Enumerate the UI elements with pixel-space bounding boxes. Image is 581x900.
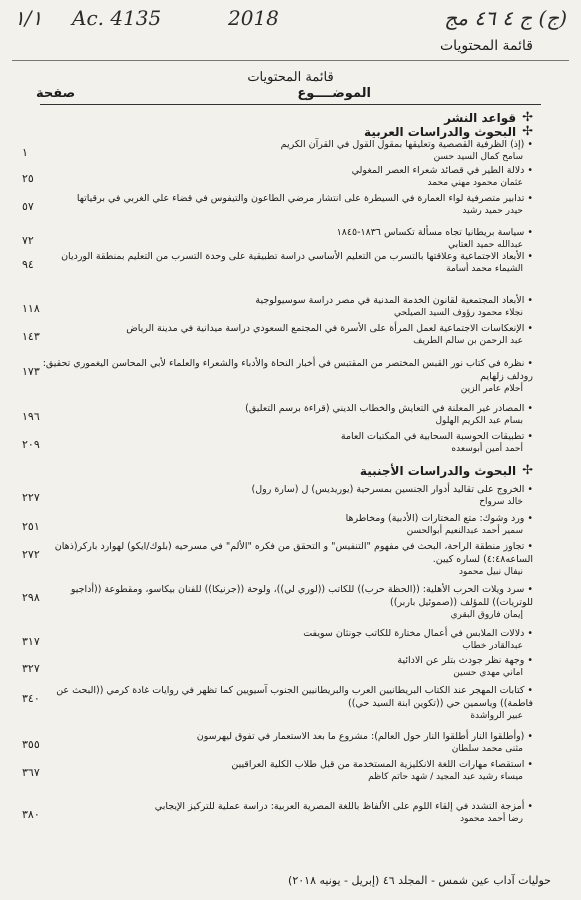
entry-author: اماني مهدي حسين (453, 668, 523, 678)
entry-author: رضا أحمد محمود (460, 814, 523, 824)
entry-author: بسام عبد الكريم الهلول (435, 416, 523, 426)
entry-author: أحلام عامر الزين (460, 384, 523, 394)
entry-title: • (إذ) الظرفية القصصية وتعليقها بمقول القول في القرآن الكريم (30, 138, 533, 151)
entry-author: نيفال نبيل محمود (458, 567, 523, 577)
toc-entry (22, 540, 533, 579)
entry-title: • سياسة بريطانيا تجاه مسألة تكساس ١٨٣٦-١٨٤٥ (30, 226, 533, 239)
entry-author: خالد سرواح (479, 497, 523, 507)
handwritten-year: 2018 (228, 6, 279, 30)
toc-entry (22, 322, 533, 348)
toc-entry (22, 684, 533, 723)
entry-page-number: ٣٤٠ (22, 692, 40, 705)
entry-title: • الإنعكاسات الاجتماعية لعمل المرأة على الأسرة في المجتمع السعودي دراسة ميدانية في مدينة الرياض (30, 322, 533, 335)
entry-title: • نظرة في كتاب نور القبس المختصر من المقتبس في أخبار النحاة والأدباء والشعراء والعلماء لأبي المحاسن اليغموري تحقيق: رودلف زلهايم (30, 357, 533, 383)
entry-author: أحمد أمين أبوسعده (451, 444, 523, 454)
entry-page-number: ٢٠٩ (22, 438, 40, 451)
entry-title: • الأبعاد الاجتماعية وعلاقتها بالتسرب من التعليم الأساسي دراسة تطبيقية على وحدة التسرب من التعليم بمنطقة الورديان (30, 250, 533, 263)
entry-page-number: ٣٦٧ (22, 766, 40, 779)
entry-author: عبير الرواشدة (470, 711, 523, 721)
entry-page-number: ١١٨ (22, 302, 40, 315)
section-arabic (364, 124, 533, 139)
entry-author: ميساء رشيد عبد المجيد / شهد حاتم كاظم (368, 772, 523, 782)
entry-title: • دلالة الطير في قصائد شعراء العصر المغولي (30, 164, 533, 177)
toc-entry (22, 294, 533, 320)
entry-author: سامح كمال السيد حسن (433, 152, 523, 162)
toc-entry (22, 430, 533, 456)
section-title: البحوث والدراسات العربية (364, 124, 517, 139)
entry-author: الشيماء محمد أسامة (446, 264, 523, 274)
entry-page-number: ٣١٧ (22, 635, 40, 648)
section-title: قواعد النشر (444, 110, 517, 125)
entry-page-number: ٥٧ (22, 200, 34, 213)
entry-author: عثمان محمود مهني محمد (427, 178, 523, 188)
entry-title: • كتابات المهجر عند الكتاب البريطانيين العرب والبريطانيين الجنوب آسيويين كما تظهر في روايات غادة كرمي ((البحث عن فاطمة)) وياسمين حي ((تكوين ابنة السيد حي)) (30, 684, 533, 710)
toc-entry (22, 164, 533, 190)
toc-entry (22, 402, 533, 428)
entry-title: • سرد ويلات الحرب الأهلية: ((الحظة حرب)) للكاتب ((لوري لي))، ولوحة ((جرنيكا)) للفنان بيكاسو، ومقطوعة ((أداجيو للوتريات)) للمؤلف ((صموئيل باربر)) (30, 583, 533, 609)
entry-page-number: ٣٥٥ (22, 738, 40, 751)
toc-entry (22, 654, 533, 680)
section-marker-icon: ✢ (522, 124, 533, 139)
page-footer: حوليات آداب عين شمس - المجلد ٤٦ (إبريل - يونيه ٢٠١٨) (288, 874, 551, 887)
toc-entry (22, 730, 533, 756)
toc-entry (22, 758, 533, 784)
entry-author: إيمان فاروق البقري (450, 610, 523, 620)
section-marker-icon: ✢ (522, 463, 533, 478)
toc-entry (22, 138, 533, 164)
entry-page-number: ٢٩٨ (22, 591, 40, 604)
toc-entry (22, 583, 533, 622)
entry-author: عبدالله حميد العتابي (448, 240, 523, 250)
handwritten-accession: Ac. 4135 (72, 6, 162, 30)
toc-entry (22, 192, 533, 218)
entry-page-number: ٩٤ (22, 258, 34, 271)
section-foreign (360, 463, 533, 478)
toc-entry (22, 226, 533, 252)
toc-entry (22, 357, 533, 396)
entry-page-number: ١٧٣ (22, 365, 40, 378)
entry-page-number: ٢٥ (22, 172, 34, 185)
toc-entry (22, 512, 533, 538)
toc-entry (22, 483, 533, 509)
toc-entry (22, 800, 533, 826)
entry-page-number: ١٩٦ (22, 410, 40, 423)
column-header-rule (40, 104, 541, 105)
handwritten-volume: (ج) ج ٤ ٤٦ مج (444, 6, 567, 30)
entry-page-number: ١ (22, 146, 28, 159)
entry-title: • دلالات الملابس في أعمال مختارة للكاتب جونثان سويفت (30, 627, 533, 640)
entry-title: • تدابير متصرفية لواء العمارة في السيطرة على انتشار مرضي الطاعون والتيفوس في قضاء علي الغربي في برقياتها (30, 192, 533, 205)
section-marker-icon: ✢ (522, 110, 533, 125)
section-rules (444, 110, 533, 125)
entry-page-number: ٣٢٧ (22, 662, 40, 675)
column-header-topic: الموضــــوع (297, 86, 371, 101)
entry-author: عبدالقادر خطاب (462, 641, 523, 651)
entry-page-number: ١٤٣ (22, 330, 40, 343)
entry-page-number: ٢٧٢ (22, 548, 40, 561)
toc-title: قائمة المحتويات (247, 70, 334, 85)
entry-title: • تطبيقات الحوسبة السحابية في المكتبات العامة (30, 430, 533, 443)
page-header-title: قائمة المحتويات (440, 38, 533, 54)
entry-author: عبد الرحمن بن سالم الطريف (413, 336, 523, 346)
entry-title: • المصادر غير المعلنة في التعايش والخطاب الديني (قراءة برسم التعليق) (30, 402, 533, 415)
entry-author: مثنى محمد سلطان (451, 744, 523, 754)
handwritten-page-ref: ١/١ (14, 6, 43, 30)
toc-entry (22, 627, 533, 653)
column-header-page: صفحة (36, 86, 76, 101)
entry-title: • تجاوز منطقة الراحة، البحث في مفهوم "التنفيس" و التحقق من فكره "الألم" في مسرحيه (بلوك/ايكو) لهوارد باركر(ذهان الساعه٤:٤٨) لساره كيين. (30, 540, 533, 566)
entry-title: • ورد وشوك: متع المختارات (الأدبية) ومخاطرها (30, 512, 533, 525)
entry-title: • (وأطلقوا النار أطلقوا النار حول العالم): مشروع ما بعد الاستعمار في تفوق ليهرسون (30, 730, 533, 743)
toc-entry (22, 250, 533, 276)
entry-title: • استقصاء مهارات اللغة الانكليزية المستخدمة من قبل طلاب الكلية العراقيين (30, 758, 533, 771)
entry-title: • الخروج على تقاليد أدوار الجنسين بمسرحية (يوريديس) ل (سارة رول) (30, 483, 533, 496)
entry-page-number: ٢٥١ (22, 520, 40, 533)
entry-title: • وجهة نظر جودث بتلر عن الادائية (30, 654, 533, 667)
entry-page-number: ٣٨٠ (22, 808, 40, 821)
entry-page-number: ٧٢ (22, 234, 34, 247)
entry-page-number: ٢٢٧ (22, 491, 40, 504)
entry-author: نجلاء محمود رؤوف السيد الصيلحي (394, 308, 523, 318)
header-divider (12, 60, 569, 61)
entry-author: حيدر حميد رشيد (462, 206, 523, 216)
entry-author: سمير أحمد عبدالنعيم أبوالحسن (406, 526, 523, 536)
section-title: البحوث والدراسات الأجنبية (359, 463, 517, 478)
entry-title: • الأبعاد المجتمعية لقانون الخدمة المدنية في مصر دراسة سوسيولوجية (30, 294, 533, 307)
entry-title: • أمزجة التشدد في إلقاء اللوم على الألفاظ باللغة المصرية العربية: دراسة عملية للتركيز الإيجابي (30, 800, 533, 813)
